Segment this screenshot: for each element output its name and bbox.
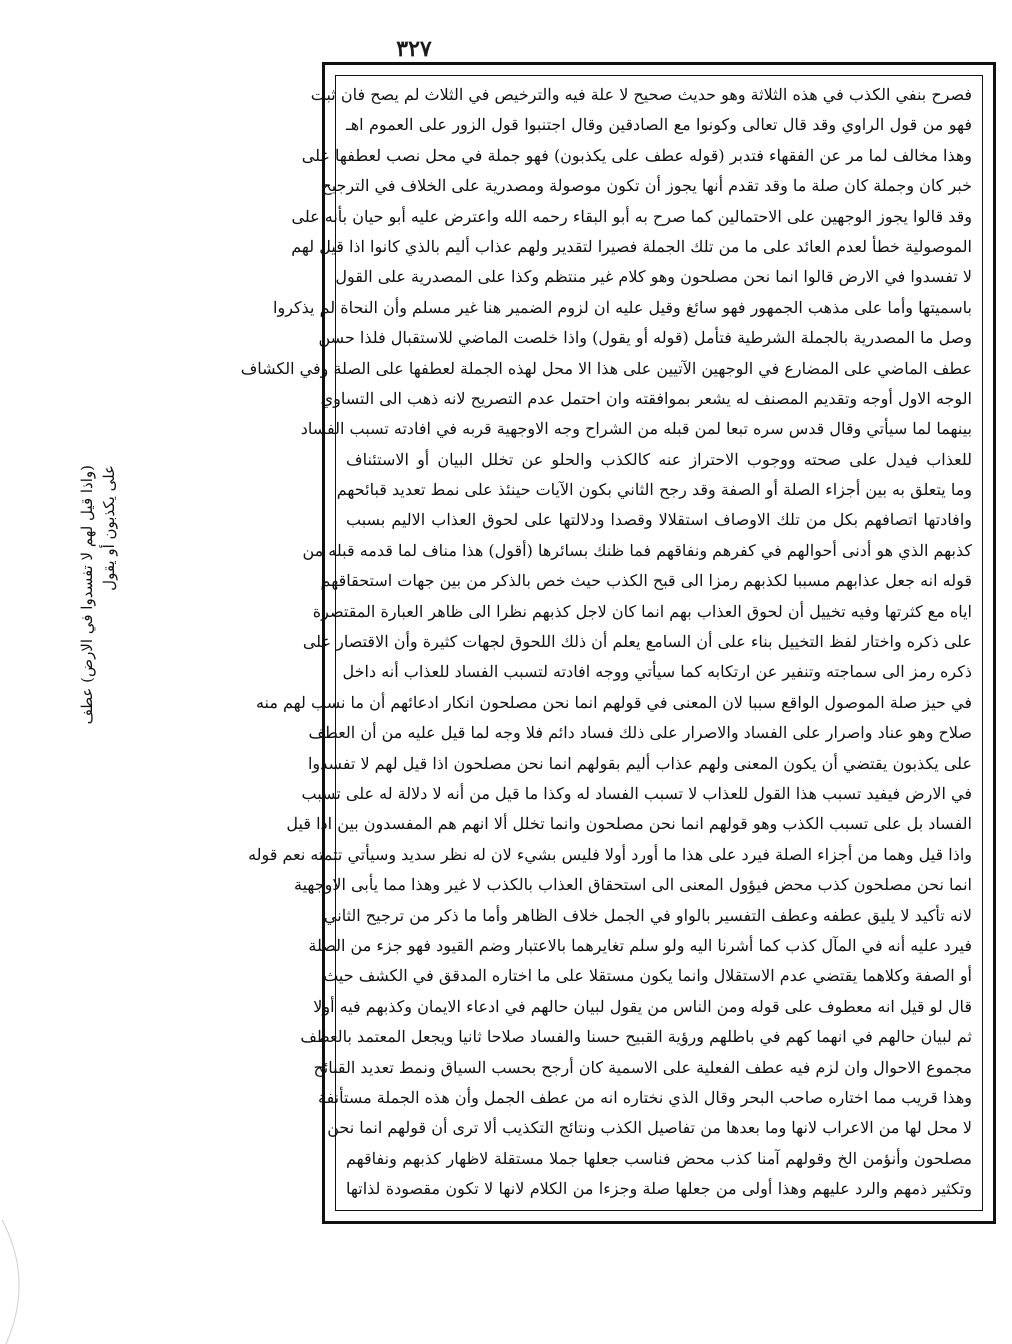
page-border-inner: [240, 75, 983, 1211]
text-line: أو الصفة وكلاهما يقتضي عدم الاستقلال وانما يكون مستقلا على ما اختاره المدقق في الكشف حيث: [323, 966, 972, 986]
text-line: فيرد عليه أنه في المآل كذب كما أشرنا اليه ولو سلم تغايرهما بالاعتبار وضم القيود فهو جزء من الصلة: [308, 935, 972, 955]
text-line: فهو من قول الراوي وقد قال تعالى وكونوا مع الصادقين وقال اجتنبوا قول الزور على العموم اهـ: [346, 115, 972, 135]
text-line: صلاح وهو عناد واصرار على الفساد والاصرار على ذلك فساد دائم فلا وجه لما قيل عليه من أن العطف: [308, 723, 972, 743]
text-line: الموصولية خطأ لعدم العائد على ما من تلك الجملة فصيرا لتقدير ولهم عذاب أليم بالذي كانوا اذا قيل لهم: [291, 236, 972, 256]
text-line: لانه تأكيد لا يليق عطفه وعطف التفسير بالواو في الجمل خلاف الظاهر وأما ما ذكر من ترجيح الثاني: [323, 905, 972, 925]
text-line: وما يتعلق به بين أجزاء الصلة أو الصفة وقد رجح الثاني بكون الآيات حينئذ على نمط تعديد قبائحهم: [336, 480, 972, 500]
text-line: لا محل لها من الاعراب لانها وما بعدها من تفاصيل الكذب ونتائج التكذيب ألا ترى أن قولهم انما نحن: [327, 1118, 972, 1138]
main-text-block: [240, 76, 982, 1204]
text-line: وهذا مخالف لما مر عن الفقهاء فتدبر (قوله عطف على يكذبون) فهو جملة في محل نصب لعطفها على: [301, 145, 972, 165]
margin-note: [78, 350, 210, 725]
text-line: وقد قالوا يجوز الوجهين على الاحتمالين كما صرح به أبو البقاء رحمه الله واعترض عليه أبو حيان بأنه على: [291, 206, 972, 226]
text-line: الوجه الاول أوجه وتقديم المصنف له يشعر بموافقته وان احتمل عدم التصريح لانه ذهب الى التساوي: [320, 388, 972, 408]
page-edge-mark: [0, 1220, 40, 1344]
text-line: واذا قيل وهما من أجزاء الصلة فيرد على هذا ما أورد أولا فليس بشيء لان له نظر سديد وسيأتي تتمته نعم قوله: [248, 844, 972, 864]
text-line: مصلحون وأنؤمن الخ وقولهم آمنا كذب محض فناسب جعلها جملا مستقلة لاظهار كذبهم ونفاقهم: [346, 1148, 972, 1168]
text-line: الفساد بل على تسبب الكذب وهو قولهم انما نحن مصلحون وانما تخلل ألا انهم هم المفسدون بين اذا قيل: [286, 814, 972, 834]
text-line: في حيز صلة الموصول الواقع سببا لان المعنى في قولهم انما نحن مصلحون انكار ادعائهم أن ما نسب لهم منه: [255, 692, 972, 712]
text-line: وتكثير ذمهم والرد عليهم وهذا أولى من جعلها صلة وجزءا من الكلام لانها لا تكون مقصودة لذاتها: [346, 1179, 972, 1199]
text-line: وصل ما المصدرية بالجملة الشرطية فتأمل (قوله أو يقول) واذا خلصت الماضي للاستقبال فلذا حسن: [318, 328, 972, 348]
text-line: في الارض فيفيد تسبب هذا القول للعذاب لا تسبب الفساد له وكذا ما قيل من أنه لا دلالة له على تسبب: [301, 783, 972, 803]
text-line: ثم لبيان حالهم في انهما كهم في باطلهم ورؤية القبيح حسنا والفساد صلاحا ثانيا ويجعل المعتمد بالعطف: [300, 1027, 972, 1047]
text-line: على يكذبون يقتضي أن يكون المعنى ولهم عذاب أليم بقولهم انما نحن مصلحون اذا قيل لهم لا تفسدوا: [307, 753, 972, 773]
text-line: لا تفسدوا في الارض قالوا انما نحن مصلحون وهو كلام غير منتظم وكذا على المصدرية على القول: [335, 267, 972, 287]
text-line: مجموع الاحوال وان لزم فيه عطف الفعلية على الاسمية كان أرجح بحسب السياق ونمط تعديد القبائح: [313, 1057, 972, 1077]
margin-note-text: [76, 465, 120, 725]
text-line: خبر كان وجملة كان صلة ما وقد تقدم أنها يجوز أن تكون موصولة ومصدرية على الخلاف في الترجيح: [321, 176, 972, 196]
page-number: ٣٢٧: [396, 36, 432, 62]
text-line: قال لو قيل انه معطوف على قوله ومن الناس من يقول لبيان حالهم في ادعاء الايمان وكذبهم فيه أولا: [313, 996, 972, 1016]
text-line: للعذاب فيدل على صحته ووجوب الاحتراز عنه كالكذب والحلو عن تخلل البيان أو الاستئناف: [346, 449, 972, 469]
text-line: وافادتها اتصافهم بكل من تلك الاوصاف استقلالا وقصدا ودلالتها على لحوق العذاب الاليم بسبب: [346, 510, 972, 530]
text-line: كذبهم الذي هو أدنى أحوالهم في كفرهم ونفاقهم فما ظنك بسائرها (أقول) هذا مناف لما قدمه قبله من: [302, 540, 972, 560]
text-line: باسميتها وأما على مذهب الجمهور فهو سائغ وقيل عليه ان لزوم الضمير هنا غير مسلم وأن النحاة لم يذكروا: [273, 297, 972, 317]
text-line: على ذكره واختار لفظ التخييل بناء على أن السامع يعلم أن ذلك اللحوق لجهات كثيرة وأن الاقتصار على: [302, 632, 972, 652]
text-line: عطف الماضي على المضارع في الوجهين الآتيين على هذا الا محل لهذه الجملة لعطفها على الصلة وفي الكشاف: [240, 358, 972, 378]
text-line: ذكره رمز الى سماجته وتنفير عن ارتكابه كما سيأتي ووجه افادته لتسبب الفساد للعذاب أنه داخل: [342, 662, 972, 682]
text-line: وهذا قريب مما اختاره صاحب البحر وقال الذي نختاره انه من عطف الجمل وأن هذه الجملة مستأنفة: [317, 1087, 972, 1107]
margin-note-line: على يكذبون أو يقول: [100, 465, 118, 591]
text-line: انما نحن مصلحون كذب محض فيؤول المعنى الى استحقاق العذاب بالكذب لا غير وهذا مما يأبى الاوجهية: [294, 875, 972, 895]
text-line: اياه مع كثرتها وفيه تخييل أن لحوق العذاب بهم انما كان لاجل كذبهم نظرا الى ظاهر العبارة المقتصرة: [312, 601, 972, 621]
text-line: قوله انه جعل عذابهم مسببا لكذبهم رمزا الى قبح الكذب حيث خص بالذكر من بين جهات استحقاقهم: [320, 571, 972, 591]
text-line: فصرح بنفي الكذب في هذه الثلاثة وهو حديث صحيح لا علة فيه والترخيص في الثلاث لم يصح فان ثبت: [310, 85, 972, 104]
margin-note-line: (واذا قيل لهم لا تفسدوا في الارض) عطف: [78, 465, 96, 725]
text-line: بينهما لما سيأتي وقال قدس سره تبعا لمن قبله من الشراح وجه الاوجهية قربه في افادته تسبب الفساد: [300, 419, 972, 439]
